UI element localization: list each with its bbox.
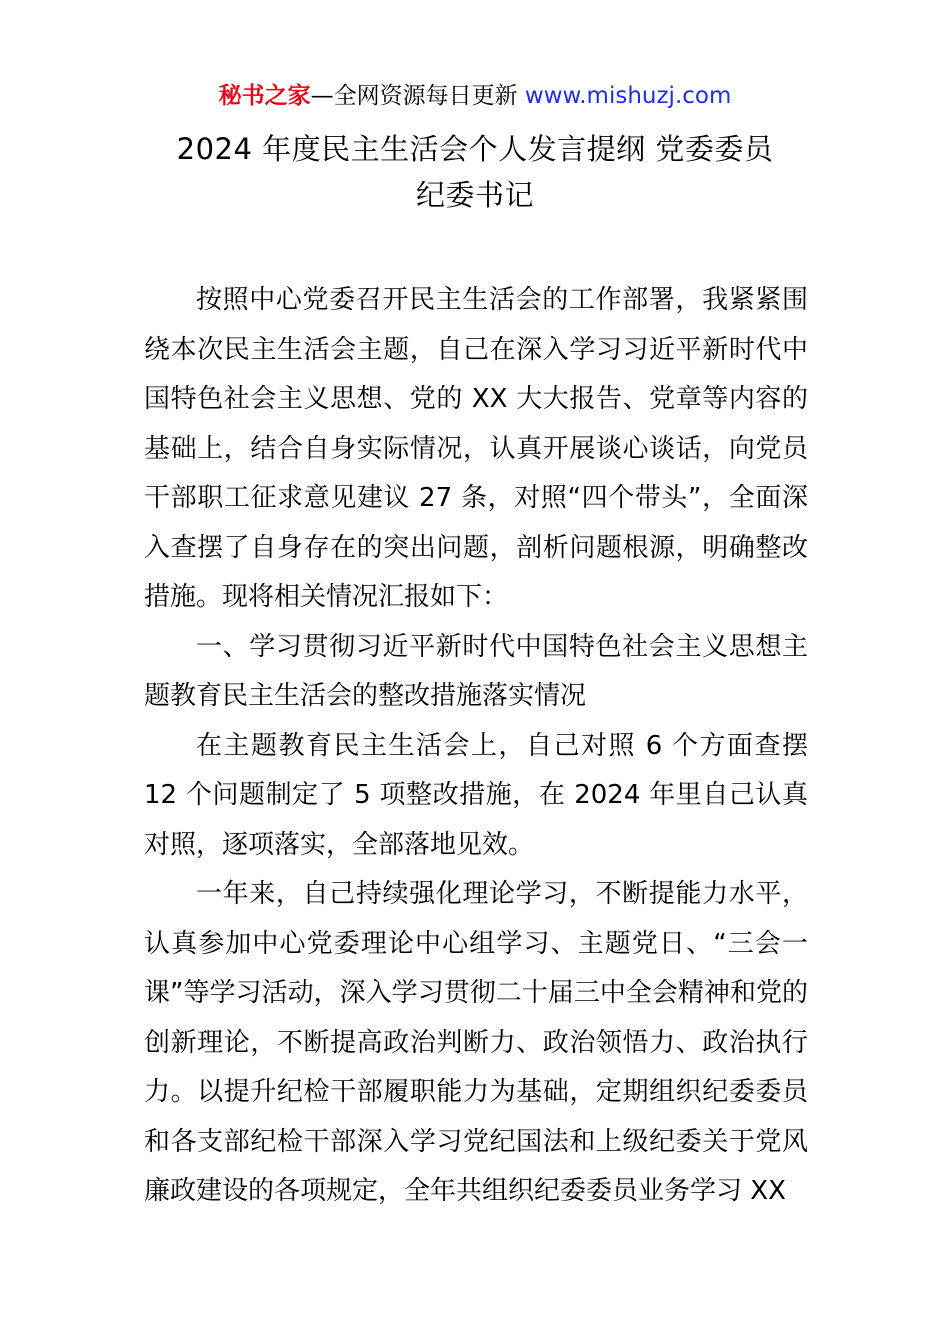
title-line-1: 2024 年度民主生活会个人发言提纲 党委委员: [176, 132, 774, 166]
site-url-link[interactable]: www.mishuzj.com: [517, 83, 732, 109]
document-title: [140, 126, 810, 218]
section-heading-1: 一、学习贯彻习近平新时代中国特色社会主义思想主题教育民主生活会的整改措施落实情况: [144, 631, 808, 711]
brand-name: 秘书之家: [218, 83, 311, 109]
document-body: [144, 276, 808, 1217]
title-line-2: 纪委书记: [415, 178, 534, 212]
body-paragraph-intro: 按照中心党委召开民主生活会的工作部署，我紧紧围绕本次民主生活会主题，自己在深入学习习近平新时代中国特色社会主义思想、党的 XX 大大报告、党章等内容的基础上，结合自身实际情况，认真开展谈心谈话，向党员干部职工征求意见建议 27 条，对照“四个带头”，全面深入查摆了自身存在的突出问题，剖析问题根源，明确整改措施。现将相关情况汇报如下：: [144, 285, 808, 612]
body-paragraph-3: 一年来，自己持续强化理论学习，不断提能力水平，认真参加中心党委理论中心组学习、主题党日、“三会一课”等学习活动，深入学习贯彻二十届三中全会精神和党的创新理论，不断提高政治判断力、政治领悟力、政治执行力。以提升纪检干部履职能力为基础，定期组织纪委委员和各支部纪检干部深入学习党纪国法和上级纪委关于党风廉政建设的各项规定，全年共组织纪委委员业务学习 XX: [144, 879, 808, 1206]
header-tagline: —全网资源每日更新: [310, 83, 518, 109]
body-paragraph-2: 在主题教育民主生活会上，自己对照 6 个方面查摆 12 个问题制定了 5 项整改措施，在 2024 年里自己认真对照，逐项落实，全部落地见效。: [144, 730, 808, 860]
site-header: [0, 80, 950, 112]
